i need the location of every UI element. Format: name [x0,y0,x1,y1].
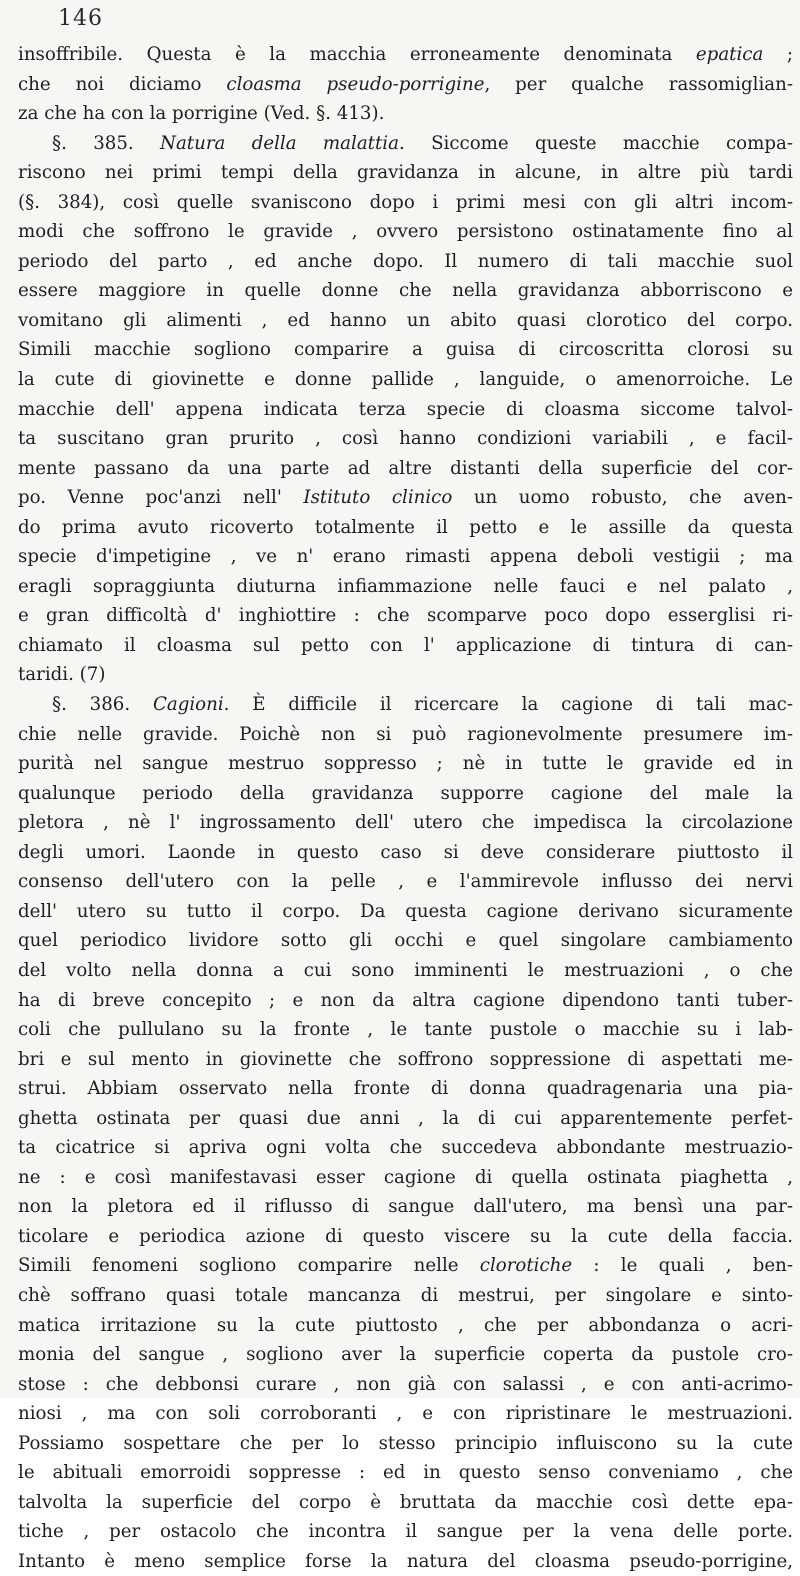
text-fragment: ne : e così manifestavasi esser cagione di quella ostinata piaghetta , [18,1166,793,1188]
text-fragment: consenso dell'utero con la pelle , e l'ammirevole influsso dei nervi [18,871,793,893]
text-fragment: del volto nella donna a cui sono imminenti le mestruazioni , o che [18,959,793,981]
text-line [18,542,793,572]
text-fragment: purità nel sangue mestruo soppresso ; nè in tutte le gravide ed in [18,753,793,775]
text-line [18,720,793,750]
text-fragment: macchie dell' appena indicata terza specie di cloasma siccome talvol- [18,398,793,420]
text-fragment: Siccome queste macchie compa- [404,132,793,154]
text-fragment: le abituali emorroidi soppresse : ed in questo senso conveniamo , che [18,1462,793,1484]
text-line [18,1074,793,1104]
text-line [18,1045,793,1075]
text-line [18,1251,793,1281]
text-line [18,1488,793,1518]
text-fragment: §. 385. [52,132,161,154]
text-fragment: (§. 384), così quelle svaniscono dopo i primi mesi con gli altri incom- [18,191,793,213]
text-line [18,867,793,897]
text-fragment: monia del sangue , sogliono aver la superficie coperta da pustole cro- [18,1344,793,1366]
italic-text: clorotiche [479,1255,573,1277]
text-fragment: eragli sopraggiunta diuturna infiammazione nelle fauci e nel palato , [18,575,793,597]
text-line [18,1311,793,1341]
text-line [18,335,793,365]
text-fragment: coli che pullulano su la fronte , le tante pustole o macchie su i lab- [18,1019,793,1041]
text-fragment: quel periodico lividore sotto gli occhi e quel singolare cambiamento [18,930,793,952]
text-fragment: ta cicatrice si apriva ogni volta che succedeva abbondante mestruazio- [18,1137,793,1159]
text-fragment: : le quali , ben- [572,1255,793,1277]
text-fragment: non la pletora ed il riflusso di sangue dall'utero, ma bensì una par- [18,1196,793,1218]
text-fragment: ; [763,44,793,65]
text-fragment: modi che soffrono le gravide , ovvero persistono ostinatamente fino al [18,221,793,243]
text-fragment: bri e sul mento in giovinette che soffrono soppressione di aspettati me- [18,1048,793,1070]
text-line [18,129,793,159]
text-line [18,1517,793,1547]
body-text [18,40,793,1576]
text-fragment: chè soffrano quasi totale mancanza di mestrui, per singolare e sinto- [18,1284,793,1306]
text-fragment: periodo del parto , ed anche dopo. Il numero di tali macchie suol [18,250,793,272]
text-fragment: ta suscitano gran prurito , così hanno condizioni variabili , e facil- [18,428,793,450]
text-line [18,1163,793,1193]
text-line [18,572,793,602]
text-fragment: specie d'impetigine , ve n' erano rimasti appena deboli vestigii ; ma [18,546,793,568]
italic-text: Cagioni. [152,694,230,716]
text-line [18,808,793,838]
text-line [18,217,793,247]
text-fragment: za che ha con la porrigine (Ved. §. 413). [18,103,385,125]
text-line [18,188,793,218]
text-fragment: degli umori. Laonde in questo caso si deve considerare piuttosto il [18,841,793,863]
italic-text: epatica [695,44,764,65]
text-fragment: Possiamo sospettare che per lo stesso principio influiscono su la cute [18,1432,793,1454]
text-line [18,99,793,129]
text-fragment: che noi diciamo [18,73,227,95]
text-line [18,1429,793,1459]
text-line [18,1015,793,1045]
text-fragment: §. 386. [52,694,153,716]
text-line [18,1281,793,1311]
text-fragment: ghetta ostinata per quasi due anni , la di cui apparentemente perfet- [18,1107,793,1129]
text-fragment: taridi. (7) [18,664,106,686]
text-fragment: Simili fenomeni sogliono comparire nelle [18,1255,480,1277]
text-line [18,276,793,306]
text-fragment: talvolta la superficie del corpo è bruttata da macchie così dette epa- [18,1491,793,1513]
text-fragment: Simili macchie sogliono comparire a guisa di circoscritta clorosi su [18,339,793,361]
text-fragment: È difficile il ricercare la cagione di tali mac- [229,694,793,716]
text-line [18,1192,793,1222]
text-line [18,631,793,661]
text-line [18,1222,793,1252]
text-line [18,513,793,543]
text-line [18,40,793,70]
italic-text: Natura della malattia. [160,132,405,154]
text-line [18,1370,793,1400]
text-fragment: po. Venne poc'anzi nell' [18,487,304,509]
text-fragment: qualunque periodo della gravidanza supporre cagione del male la [18,782,793,804]
italic-text: Istituto clinico [303,487,453,509]
text-line [18,1340,793,1370]
text-line [18,779,793,809]
text-fragment: strui. Abbiam osservato nella fronte di donna quadragenaria una pia- [18,1078,793,1100]
text-fragment: stose : che debbonsi curare , non già con salassi , e con anti-acrimo- [18,1373,793,1395]
text-line [18,1547,793,1576]
italic-text: cloasma pseudo-porrigine [226,73,485,95]
text-fragment: vomitano gli alimenti , ed hanno un abito quasi clorotico del corpo. [18,309,793,331]
text-line [18,1458,793,1488]
text-line [18,838,793,868]
text-line [18,1104,793,1134]
page-number: 146 [58,6,103,31]
text-fragment: mente passano da una parte ad altre distanti della superficie del cor- [18,457,793,479]
text-fragment: , per qualche rassomiglian- [484,73,793,95]
text-fragment: tiche , per ostacolo che incontra il sangue per la vena delle porte. [18,1521,793,1543]
text-fragment: la cute di giovinette e donne pallide , languide, o amenorroiche. Le [18,369,793,391]
text-fragment: Intanto è meno semplice forse la natura del cloasma pseudo-porrigine, [18,1550,793,1572]
text-fragment: dell' utero su tutto il corpo. Da questa cagione derivano sicuramente [18,900,793,922]
text-fragment: essere maggiore in quelle donne che nella gravidanza abborriscono e [18,280,793,302]
text-fragment: do prima avuto ricoverto totalmente il petto e le assille da questa [18,516,793,538]
text-fragment: niosi , ma con soli corroboranti , e con ripristinare le mestruazioni. [18,1403,793,1425]
text-line [18,424,793,454]
text-line [18,1399,793,1429]
text-line [18,454,793,484]
text-line [18,897,793,927]
text-fragment: pletora , nè l' ingrossamento dell' utero che impedisca la circolazione [18,812,793,834]
text-fragment: ticolare e periodica azione di questo viscere su la cute della faccia. [18,1225,793,1247]
text-fragment: un uomo robusto, che aven- [452,487,793,509]
text-line [18,986,793,1016]
text-line [18,306,793,336]
text-fragment: e gran difficoltà d' inghiottire : che scomparve poco dopo esserglisi ri- [18,605,793,627]
text-line [18,70,793,100]
text-fragment: riscono nei primi tempi della gravidanza in alcune, in altre più tardi [18,162,793,184]
text-fragment: ha di breve concepito ; e non da altra cagione dipendono tanti tuber- [18,989,793,1011]
text-line [18,247,793,277]
text-line [18,660,793,690]
text-fragment: chiamato il cloasma sul petto con l' applicazione di tintura di can- [18,634,793,656]
text-line [18,749,793,779]
text-line [18,365,793,395]
text-line [18,601,793,631]
text-line [18,395,793,425]
text-line [18,956,793,986]
text-line [18,1133,793,1163]
text-line [18,158,793,188]
text-fragment: insoffribile. Questa è la macchia erroneamente denominata [18,44,696,65]
text-line [18,483,793,513]
text-fragment: matica irritazione su la cute piuttosto , che per abbondanza o acri- [18,1314,793,1336]
text-line [18,690,793,720]
text-line [18,926,793,956]
text-fragment: chie nelle gravide. Poichè non si può ragionevolmente presumere im- [18,723,793,745]
